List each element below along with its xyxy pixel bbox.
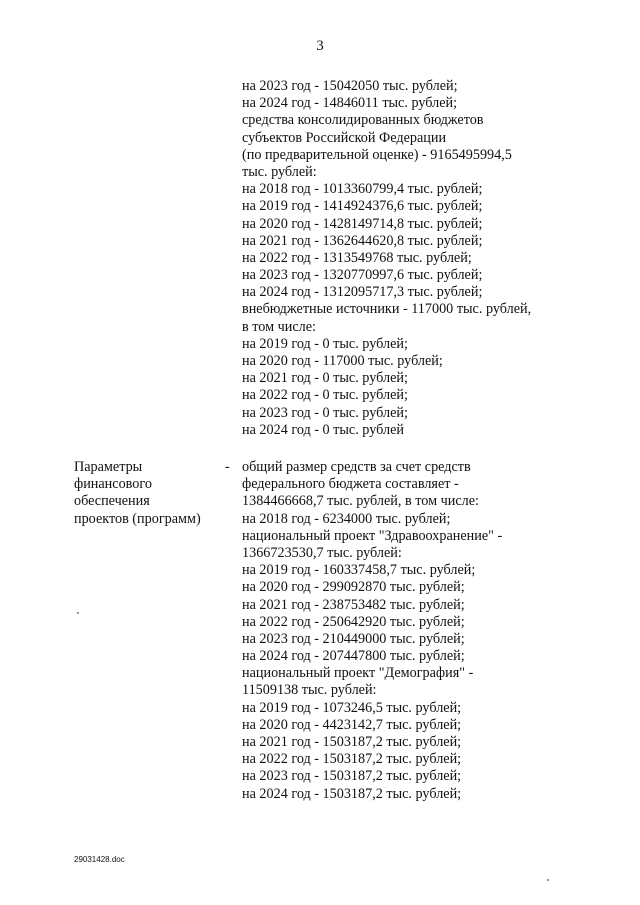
footer-file-code: 29031428.doc — [74, 855, 125, 864]
text-line: на 2023 год - 0 тыс. рублей; — [242, 404, 408, 421]
text-line: на 2024 год - 1312095717,3 тыс. рублей; — [242, 284, 483, 301]
text-line: на 2021 год - 238753482 тыс. рублей; — [242, 596, 465, 613]
text-line: на 2024 год - 0 тыс. рублей — [242, 421, 404, 438]
text-line: (по предварительной оценке) - 9165495994,5 — [242, 146, 512, 163]
text-line: на 2022 год - 1313549768 тыс. рублей; — [242, 249, 472, 266]
text-line: на 2019 год - 0 тыс. рублей; — [242, 335, 408, 352]
text-line: национальный проект "Демография" - — [242, 665, 474, 682]
text-line: на 2021 год - 0 тыс. рублей; — [242, 370, 408, 387]
section-dash: - — [225, 459, 230, 475]
text-line: на 2022 год - 0 тыс. рублей; — [242, 387, 408, 404]
label-line: обеспечения — [74, 493, 150, 510]
text-line: на 2024 год - 1503187,2 тыс. рублей; — [242, 785, 462, 802]
text-line: на 2020 год - 299092870 тыс. рублей; — [242, 579, 465, 596]
text-line: внебюджетные источники - 117000 тыс. рублей, — [242, 301, 532, 318]
text-line: на 2020 год - 4423142,7 тыс. рублей; — [242, 716, 462, 733]
text-line: 11509138 тыс. рублей: — [242, 682, 377, 699]
scan-speck — [547, 879, 549, 881]
text-line: на 2021 год - 1362644620,8 тыс. рублей; — [242, 232, 483, 249]
top-funding-list — [242, 78, 572, 439]
section-label — [74, 459, 224, 528]
label-line: финансового — [74, 476, 152, 493]
text-line: на 2024 год - 207447800 тыс. рублей; — [242, 648, 465, 665]
text-line: на 2019 год - 1414924376,6 тыс. рублей; — [242, 198, 483, 215]
text-line: на 2024 год - 14846011 тыс. рублей; — [242, 95, 458, 112]
text-line: национальный проект "Здравоохранение" - — [242, 527, 503, 544]
section-funding-list — [242, 459, 572, 803]
text-line: 1366723530,7 тыс. рублей: — [242, 544, 402, 561]
page-number: 3 — [316, 38, 324, 54]
text-line: средства консолидированных бюджетов — [242, 112, 484, 129]
text-line: на 2023 год - 1320770997,6 тыс. рублей; — [242, 267, 483, 284]
text-line: на 2023 год - 1503187,2 тыс. рублей; — [242, 768, 462, 785]
label-line: проектов (программ) — [74, 510, 201, 527]
scan-speck — [77, 612, 79, 614]
text-line: на 2021 год - 1503187,2 тыс. рублей; — [242, 734, 462, 750]
text-line: на 2018 год - 1013360799,4 тыс. рублей; — [242, 181, 483, 198]
text-line: на 2019 год - 160337458,7 тыс. рублей; — [242, 562, 476, 579]
text-line: на 2020 год - 1428149714,8 тыс. рублей; — [242, 215, 483, 232]
text-line: 1384466668,7 тыс. рублей, в том числе: — [242, 493, 479, 510]
text-line: на 2023 год - 15042050 тыс. рублей; — [242, 78, 458, 94]
label-line: Параметры — [74, 459, 143, 475]
text-line: на 2023 год - 210449000 тыс. рублей; — [242, 630, 465, 647]
text-line: субъектов Российской Федерации — [242, 129, 447, 146]
text-line: на 2022 год - 250642920 тыс. рублей; — [242, 613, 465, 630]
text-line: на 2018 год - 6234000 тыс. рублей; — [242, 510, 451, 527]
text-line: на 2020 год - 117000 тыс. рублей; — [242, 353, 443, 369]
text-line: общий размер средств за счет средств — [242, 459, 471, 475]
text-line: тыс. рублей: — [242, 163, 317, 180]
text-line: федерального бюджета составляет - — [242, 476, 459, 493]
text-line: на 2019 год - 1073246,5 тыс. рублей; — [242, 699, 462, 716]
text-line: на 2022 год - 1503187,2 тыс. рублей; — [242, 751, 462, 768]
text-line: в том числе: — [242, 318, 316, 335]
